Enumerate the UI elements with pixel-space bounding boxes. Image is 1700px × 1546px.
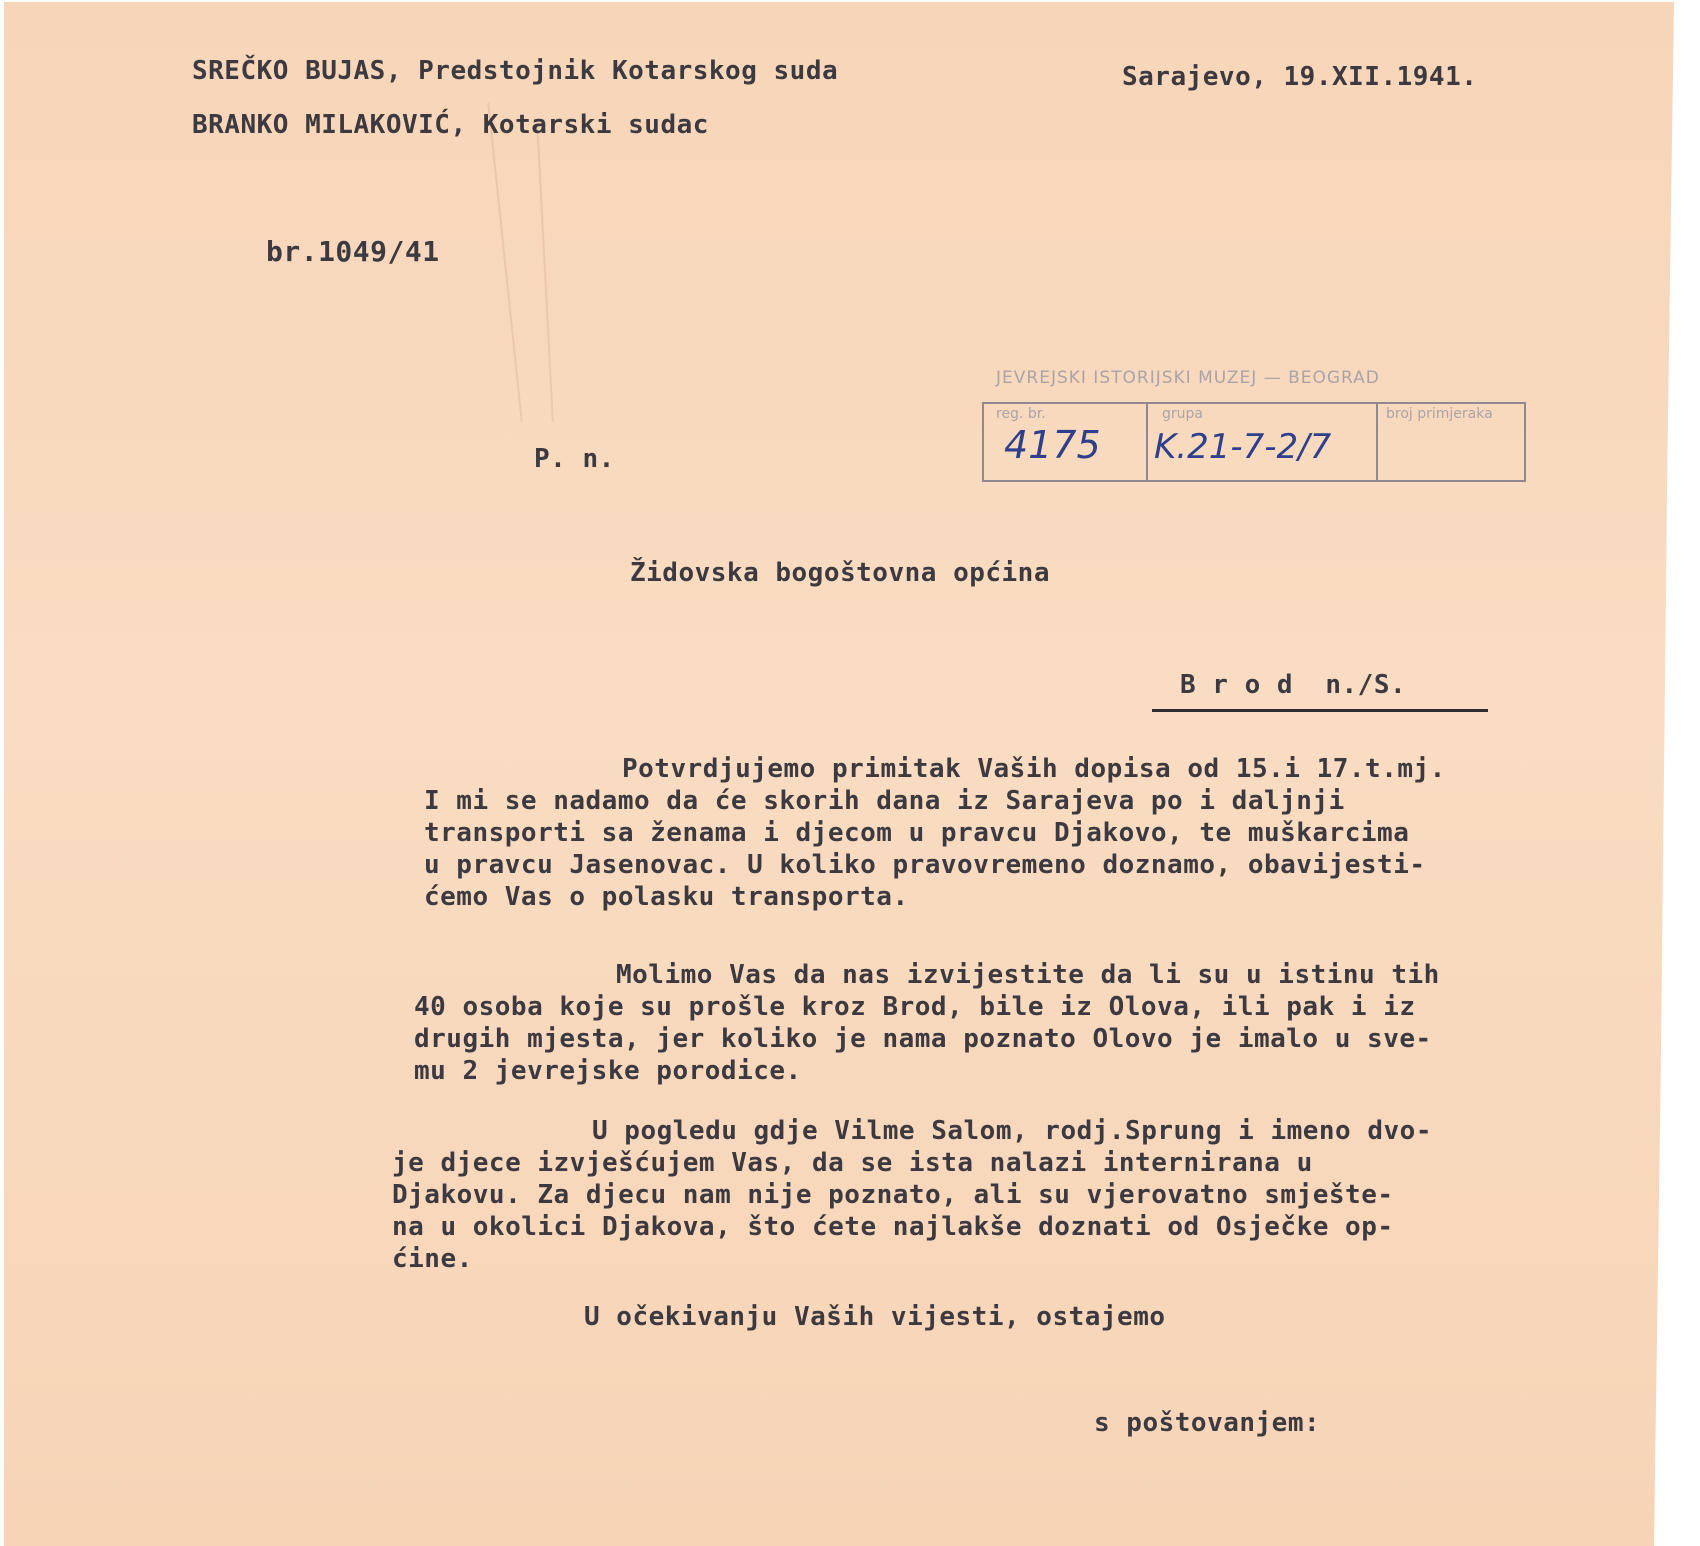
stamp-reg-number: 4175 [1004, 423, 1101, 467]
body-line: u pravcu Jasenovac. U koliko pravovremeno doznamo, obavijesti- [424, 850, 1426, 880]
regards: s poštovanjem: [1094, 1408, 1321, 1438]
stamp-signature: K.21-7-2/7 [1154, 427, 1332, 467]
closing-line: U očekivanju Vaših vijesti, ostajemo [584, 1302, 1166, 1332]
stamp-title: JEVREJSKI ISTORIJSKI MUZEJ — BEOGRAD [996, 368, 1380, 388]
body-line: ćine. [392, 1244, 473, 1274]
city-underline [1152, 709, 1488, 712]
stamp-divider [1376, 404, 1378, 480]
stamp-label-qty: broj primjeraka [1386, 406, 1493, 422]
stamp-label-group: grupa [1162, 406, 1203, 422]
body-line: na u okolici Djakova, što ćete najlakše doznati od Osječke op- [392, 1212, 1394, 1242]
recipient-city: B r o d n./S. [1180, 670, 1407, 700]
body-line: I mi se nadamo da će skorih dana iz Sarajeva po i daljnji [424, 786, 1345, 816]
sender-line-1: SREČKO BUJAS, Predstojnik Kotarskog suda [192, 56, 839, 86]
body-line: ćemo Vas o polasku transporta. [424, 882, 909, 912]
paper-crease [487, 103, 522, 421]
body-line: Djakovu. Za djecu nam nije poznato, ali su vjerovatno smješte- [392, 1180, 1394, 1210]
body-line: 40 osoba koje su prošle kroz Brod, bile iz Olova, ili pak i iz [414, 992, 1416, 1022]
reference-number: br.1049/41 [266, 235, 440, 268]
body-line: transporti sa ženama i djecom u pravcu Djakovo, te muškarcima [424, 818, 1410, 848]
body-line: drugih mjesta, jer koliko je nama poznato Olovo je imalo u sve- [414, 1024, 1432, 1054]
body-line: je djece izvješćujem Vas, da se ista nalazi internirana u [392, 1148, 1313, 1178]
body-line: Molimo Vas da nas izvijestite da li su u istinu tih [616, 960, 1440, 990]
body-line: mu 2 jevrejske porodice. [414, 1056, 802, 1086]
stamp-box [982, 402, 1526, 482]
museum-stamp [982, 362, 1528, 494]
stamp-divider [1146, 404, 1148, 480]
body-line: Potvrdjujemo primitak Vaših dopisa od 15.i 17.t.mj. [622, 754, 1446, 784]
stamp-label-reg: reg. br. [996, 406, 1046, 422]
sender-line-2: BRANKO MILAKOVIĆ, Kotarski sudac [192, 110, 709, 140]
place-date: Sarajevo, 19.XII.1941. [1122, 62, 1478, 92]
paper-crease [536, 122, 554, 422]
body-line: U pogledu gdje Vilme Salom, rodj.Sprung i imeno dvo- [592, 1116, 1432, 1146]
recipient: Židovska bogoštovna općina [630, 558, 1050, 588]
salutation: P. n. [534, 444, 615, 474]
